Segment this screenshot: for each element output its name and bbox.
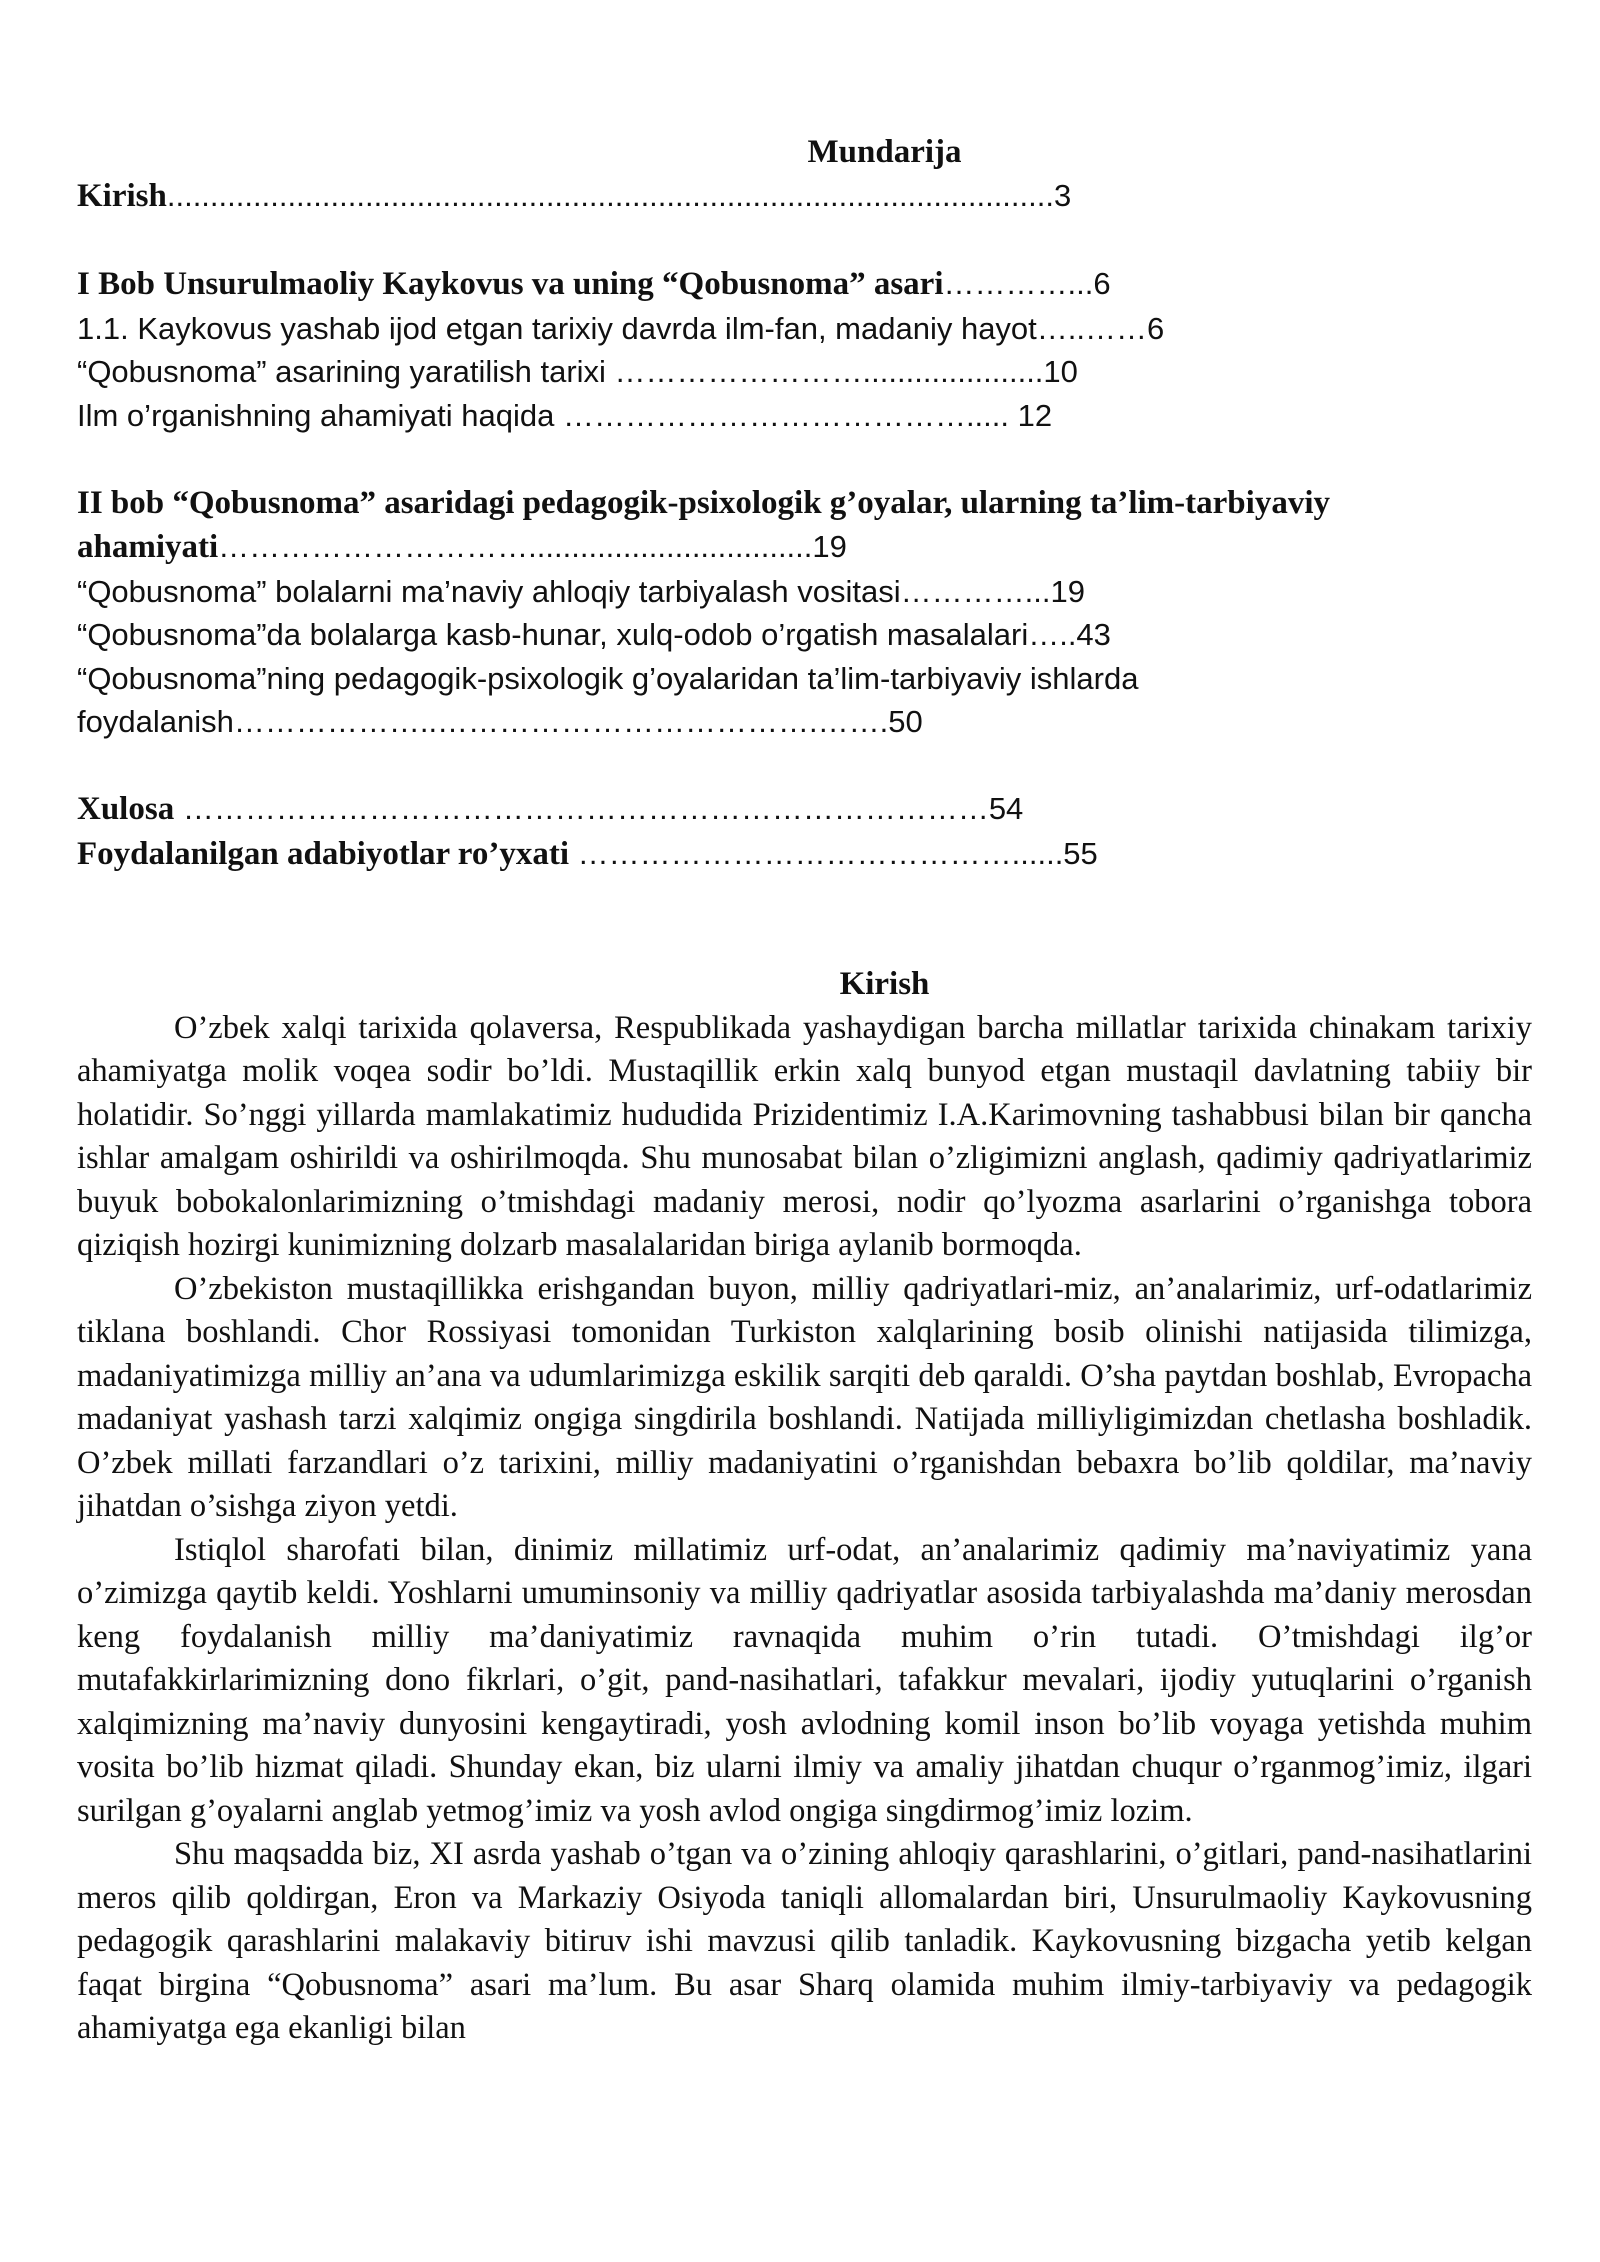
toc-entry-chapter-1-label: I Bob Unsurulmaoliy Kaykovus va uning “Qobusnoma” asari [77, 266, 944, 302]
section-title-intro: Kirish [839, 966, 930, 1002]
spacer [77, 876, 1532, 963]
spacer [77, 219, 1532, 263]
toc-entry-chapter-2-label: II bob “Qobusnoma” asaridagi pedagogik-psixologik g’oyalar, ularning ta’lim-tarbiyaviy ahamiyati [77, 484, 1330, 565]
toc-entry-chapter-1-leader: …………...6 [943, 266, 1111, 301]
toc-entry-1-3[interactable]: Ilm o’rganishning ahamiyati haqida …………………………………..... 12 [77, 397, 1053, 433]
toc-entry-conclusion-leader: ……………………………………………………………………54 [174, 791, 1024, 826]
paragraph: Shu maqsadda biz, XI asrda yashab o’tgan va o’zining ahloqiy qarashlarini, o’gitlari, pand-nasihatlarini meros qilib qoldirgan, Eron va Markaziy Osiyoda taniqli allomalardan biri, Unsurulmaoliy Kaykovusning pedagogik qarashlarini malakaviy bitiruv ishi mavzusi qilib tanladik. Kaykovusning bizgacha yetib kelgan faqat birgina “Qobusnoma” asari ma’lum. Bu asar Sharq olamida muhim ilmiy-tarbiyaviy va pedagogik ahamiyatga ega ekanligi bilan [77, 1836, 1532, 2046]
toc-entry-chapter-1[interactable] [77, 262, 1532, 307]
toc-entry-intro-leader: .......................................................................................................3 [166, 178, 1072, 213]
paragraph: O’zbekiston mustaqillikka erishgandan buyon, milliy qadriyatlari-miz, an’analarimiz, urf-odatlarimiz tiklana boshlandi. Chor Rossiyasi tomonidan Turkiston xalqlarining bosib olinishi natijasida tilimizga, madaniyatimizga milliy an’ana va udumlarimizga eskilik sarqiti deb qaraldi. O’sha paytdan boshlab, Evropacha madaniyat yashash tarzi xalqimiz ongiga singdirila boshlandi. Natijada milliyligimizdan chetlasha boshladik. O’zbek millati farzandlari o’z tarixini, milliy madaniyatini o’rganishdan bebaxra bo’lib qoldilar, ma’naviy jihatdan o’sishga ziyon yetdi. [77, 1270, 1532, 1524]
toc-entry-2-2[interactable]: “Qobusnoma”da bolalarga kasb-hunar, xulq-odob o’rgatish masalalari…..43 [77, 617, 1111, 652]
toc-entry-2-3[interactable]: “Qobusnoma”ning pedagogik-psixologik g’oyalaridan ta’lim-tarbiyaviy ishlarda foydalanish………………..……………………………….…….50 [77, 660, 1139, 739]
toc-entry-conclusion-label: Xulosa [77, 791, 175, 827]
paragraph: O’zbek xalqi tarixida qolaversa, Respublikada yashaydigan barcha millatlar tarixida chinakam tarixiy ahamiyatga molik voqea sodir bo’ldi. Mustaqillik erkin xalq bunyod etgan mustaqil davlatning tabiiy bir holatidir. So’nggi yillarda mamlakatimiz hududida Prizidentimiz I.A.Karimovning tashabbusi bilan bir qancha ishlar amalgam oshirildi va oshirilmoqda. Shu munosabat bilan o’zligimizni anglash, qadimiy qadriyatlarimiz buyuk bobokalonlarimizning o’tmishdagi madaniy merosi, nodir qo’lyozma asarlarini o’rganishga tobora qiziqish hozirgi kunimizning dolzarb masalalaridan biriga aylanib bormoqda. [77, 1009, 1532, 1263]
toc-entry-references-leader: ……………………………………......55 [569, 835, 1098, 871]
document-page [77, 130, 1532, 2051]
paragraph: Istiqlol sharofati bilan, dinimiz millatimiz urf-odat, an’analarimiz qadimiy ma’naviyatimiz yana o’zimizga qaytib keldi. Yoshlarni umuminsoniy va milliy qadriyatlar asosida tarbiyalashda ma’daniy merosdan keng foydalanish milliy ma’daniyatimiz ravnaqida muhim o’rin tutadi. O’tmishdagi ilg’or mutafakkirlarimizning dono fikrlari, o’git, pand-nasihatlari, tafakkur mevalari, ijodiy yutuqlarini o’rganish xalqimizning ma’naviy dunyosini kengaytiradi, yosh avlodning komil inson bo’lib voyaga yetishda muhim vosita bo’lib hizmat qiladi. Shunday ekan, biz ularni ilmiy va amaliy jihatdan chuqur o’rganmog’imiz, ilgari surilgan g’oyalarni anglab yetmog’imiz va yosh avlod ongiga singdirmog’imiz lozim. [77, 1531, 1532, 1829]
toc-entry-references[interactable] [77, 832, 1532, 877]
toc-entry-chapter-2-leader: ………………………….................................19 [218, 529, 847, 564]
spacer [77, 437, 1532, 481]
toc-entry-chapter-2[interactable] [77, 481, 1532, 570]
spacer [77, 744, 1532, 788]
toc-entry-intro-label: Kirish [77, 178, 167, 214]
toc-entry-1-2[interactable]: “Qobusnoma” asarining yaratilish tarixi …………………….....................10 [77, 354, 1078, 389]
toc-entry-conclusion[interactable] [77, 787, 1532, 832]
toc-entry-1-1[interactable]: 1.1. Kaykovus yashab ijod etgan tarixiy davrda ilm-fan, madaniy hayot…..……6 [77, 310, 1165, 346]
toc-entry-references-label: Foydalanilgan adabiyotlar ro’yxati [77, 835, 570, 872]
toc-entry-intro[interactable] [77, 174, 1532, 219]
toc-entry-2-1[interactable]: “Qobusnoma” bolalarni ma’naviy ahloqiy tarbiyalash vositasi…………...19 [77, 573, 1085, 609]
toc-title: Mundarija [807, 134, 962, 170]
